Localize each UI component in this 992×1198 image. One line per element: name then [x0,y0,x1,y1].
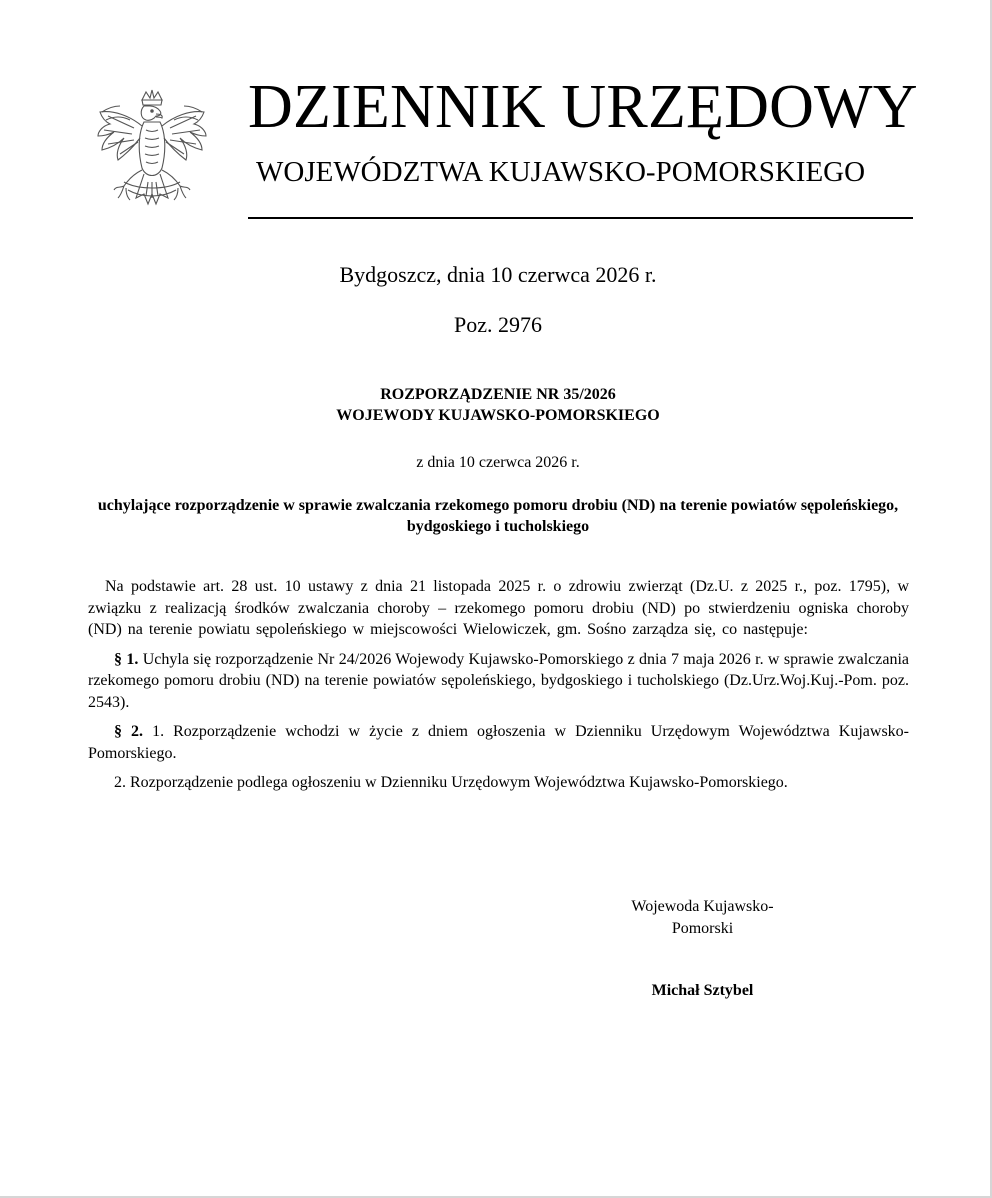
regulation-title-line2: WOJEWODY KUJAWSKO-POMORSKIEGO [336,407,660,424]
journal-subtitle: WOJEWÓDZTWA KUJAWSKO-POMORSKIEGO [256,156,866,188]
polish-eagle-emblem-icon [88,86,216,226]
issue-position: Poz. 2976 [454,312,542,337]
regulation-title-line1: ROZPORZĄDZENIE NR 35/2026 [380,386,616,403]
issue-place-date: Bydgoszcz, dnia 10 czerwca 2026 r. [339,262,657,287]
journal-title: DZIENNIK URZĘDOWY [248,73,918,141]
regulation-date: z dnia 10 czerwca 2026 r. [416,454,580,471]
header-divider [248,217,913,219]
regulation-body [88,576,909,802]
signatory-role-line1: Wojewoda Kujawsko- [631,898,774,915]
section-2-paragraph [88,721,909,764]
section-2-point-2: 2. Rozporządzenie podlega ogłoszeniu w Dzienniku Urzędowym Województwa Kujawsko-Pomorskiego. [114,774,788,791]
signatory-role-line2: Pomorski [671,920,734,937]
section-2-text: 1. Rozporządzenie wchodzi w życie z dniem ogłoszenia w Dzienniku Urzędowym Województwa Kujawsko-Pomorskiego. [88,723,909,762]
signatory-name: Michał Sztybel [651,982,754,999]
regulation-title [0,384,992,426]
section-1-paragraph [88,649,909,714]
section-2-label: § 2. [114,723,144,740]
section-1-text: Uchyla się rozporządzenie Nr 24/2026 Wojewody Kujawsko-Pomorskiego z dnia 7 maja 2026 r. w sprawie zwalczania rzekomego pomoru drobiu (ND) na terenie powiatów sępoleńskiego, bydgoskiego i tucholskiego (Dz.Urz.Woj.Kuj.-Pom. poz. 2543). [88,650,910,711]
regulation-subject: uchylające rozporządzenie w sprawie zwalczania rzekomego pomoru drobiu (ND) na terenie powiatów sępoleńskiego, bydgoskiego i tucholskiego [97,497,899,535]
section-1-label: § 1. [114,650,139,668]
preamble-paragraph: Na podstawie art. 28 ust. 10 ustawy z dnia 21 listopada 2025 r. o zdrowiu zwierząt (Dz.U. z 2025 r., poz. 1795), w związku z realizacją środków zwalczania choroby – rzekomego pomoru drobiu (ND) po stwierdzeniu ogniska choroby (ND) na terenie powiatu sępoleńskiego w miejscowości Wielowiczek, gm. Sośno zarządza się, co następuje: [88,578,909,638]
signatory-role [600,896,805,940]
